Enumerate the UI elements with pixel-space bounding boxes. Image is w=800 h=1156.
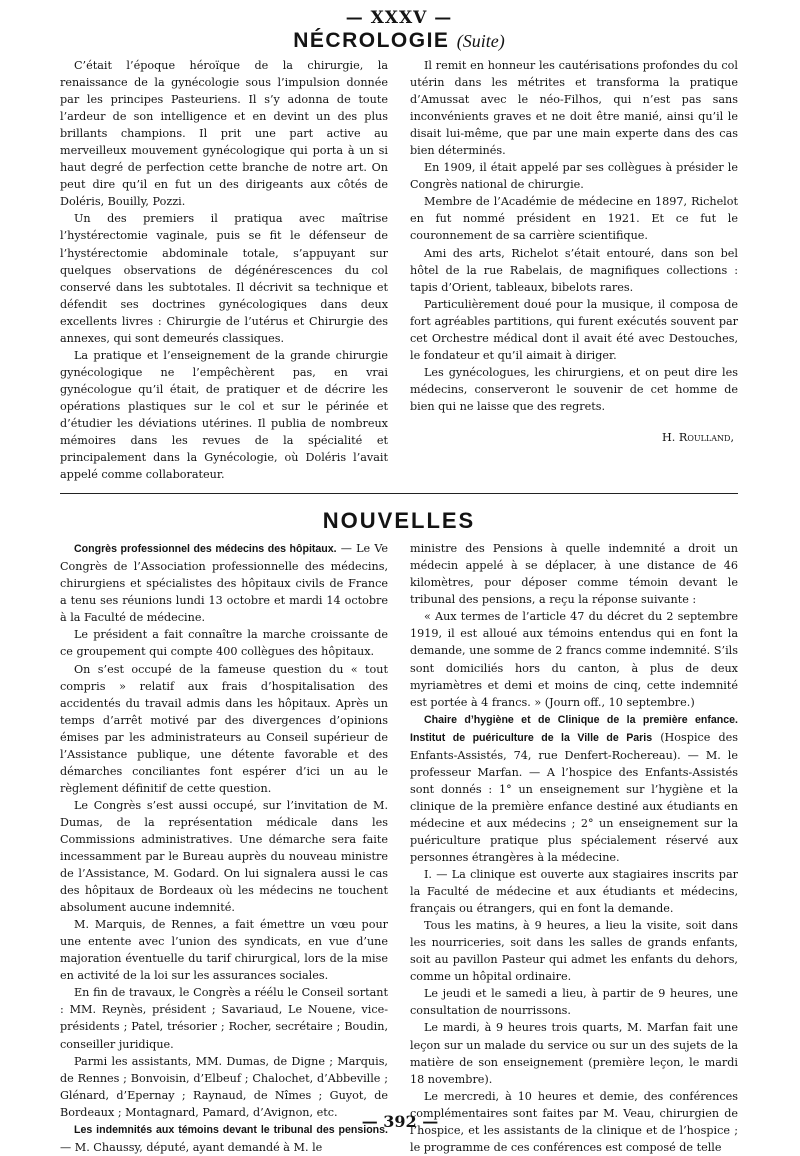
necrologie-title: NÉCROLOGIE <box>293 29 450 52</box>
necrologie-paragraph: Particulièrement doué pour la musique, il composa de fort agréables partitions, qui furent exécutés souvent par cet Orchestre médical dont il avait été avec Destouches, le fondateur et qu’il aimait à diriger. <box>410 297 738 362</box>
news-paragraph: On s’est occupé de la fameuse question du « tout compris » relatif aux frais d’hospitalisation des accidentés du travail admis dans les hôpitaux. Après un temps d’arrêt motivé par des divergences d’opinions émises par les administrateurs au Conseil supérieur de l’Assistance publique, une détente favorable et des démarches conciliantes font espérer d’ici un au le règlement définitif de cette question. <box>60 662 388 795</box>
page-roman-numeral: — XXXV — <box>345 8 453 28</box>
necrologie-paragraph: En 1909, il était appelé par ses collègues à présider le Congrès national de chirurgie. <box>410 161 738 192</box>
news-paragraph: Tous les matins, à 9 heures, a lieu la visite, soit dans les nourriceries, soit dans les salles de grands enfants, soit au pavillon Pasteur qui admet les enfants du dehors, comme un hôpital ordinaire. <box>410 919 738 984</box>
news-paragraph: M. Marquis, de Rennes, a fait émettre un vœu pour une entente avec l’union des syndicats, en vue d’une majoration éventuelle du tarif chirurgical, lors de la mise en activité de la loi sur les assurances sociales. <box>60 918 388 983</box>
news-text: — Le Ve Congrès de l’Association professionnelle des médecins, chirurgiens et spécialistes des hôpitaux civils de France a tenu ses réunions lundi 13 octobre et mardi 14 octobre à la Faculté de médecine. <box>60 542 389 625</box>
section-divider <box>60 493 738 494</box>
necrologie-paragraph: Les gynécologues, les chirurgiens, et on peut dire les médecins, conserveront le souvenir de cet homme de bien qui ne laisse que des regrets. <box>410 365 738 413</box>
necrologie-suffix: (Suite) <box>456 31 505 51</box>
nouvelles-left-column <box>60 540 388 1156</box>
news-paragraph: I. — La clinique est ouverte aux stagiaires inscrits par la Faculté de médecine et aux étudiants et médecins, français ou étrangers, qui en font la demande. <box>410 868 738 916</box>
page-number: — 392 — <box>361 1112 439 1131</box>
news-heading-indemnites: Les indemnités aux témoins devant le tribunal des pensions. <box>74 1123 388 1136</box>
news-heading-chaire: Chaire d’hygiène et de Clinique de la première enfance. Institut de puériculture de la Ville de Paris <box>410 713 738 744</box>
necrologie-paragraph: Il remit en honneur les cautérisations profondes du col utérin dans les métrites et transforma la pratique d’Amussat avec le néo-Filhos, qui n’est pas sans inconvénients graves et ne doit être manié, ainsi qu’il le disait lui-même, que par une main experte dans des cas bien déterminés. <box>410 59 738 158</box>
news-paragraph: Le Congrès s’est aussi occupé, sur l’invitation de M. Dumas, de la représentation médicale dans les Commissions administratives. Une démarche sera faite incessamment par le Bureau auprès du nouveau ministre de l’Assistance, M. Godard. On lui signalera aussi le cas des hôpitaux de Bordeaux où les médecins ne touchent absolument aucune indemnité. <box>60 798 388 915</box>
necrologie-paragraph: Membre de l’Académie de médecine en 1897, Richelot en fut nommé président en 1921. Et ce fut le couronnement de sa carrière scientifique. <box>410 195 738 243</box>
necrologie-paragraph: La pratique et l’enseignement de la grande chirurgie gynécologique ne l’empêchèrent pas, en vrai gynécologue qu’il était, de pratiquer et de décrire les opérations plastiques sur le col et sur le périnée et d’étudier les déviations utérines. Il publia de nombreux mémoires dans les revues de la spécialité et principalement dans la Gynécologie, où Doléris l’avait appelé comme collaborateur. <box>60 348 388 482</box>
news-heading-congres: Congrès professionnel des médecins des hôpitaux. <box>74 543 337 556</box>
news-paragraph: « Aux termes de l’article 47 du décret du 2 septembre 1919, il est alloué aux témoins entendus qui en font la demande, une somme de 2 francs comme indemnité. S’ils sont domiciliés hors du canton, à plus de deux myriamètres et demi et moins de cinq, cette indemnité est portée à 4 francs. » (Journ off., 10 septembre.) <box>410 610 738 709</box>
news-paragraph: Parmi les assistants, MM. Dumas, de Digne ; Marquis, de Rennes ; Bonvoisin, d’Elbeuf ; Chalochet, d’Abbeville ; Glénard, d’Epernay ; Raynaud, de Nîmes ; Guyot, de Bordeaux ; Montagnard, Pamard, d’Avignon, etc. <box>60 1054 388 1119</box>
necrologie-paragraph: Ami des arts, Richelot s’était entouré, dans son bel hôtel de la rue Rabelais, de magnifiques collections : tapis d’Orient, tableaux, bibelots rares. <box>410 246 738 294</box>
news-paragraph <box>410 711 738 866</box>
news-paragraph <box>60 540 388 626</box>
necrologie-heading <box>60 28 738 54</box>
nouvelles-right-column <box>410 540 738 1156</box>
news-paragraph: Le jeudi et le samedi a lieu, à partir de 9 heures, une consultation de nourrissons. <box>410 987 738 1018</box>
necrologie-left-column <box>60 57 388 483</box>
news-paragraph: Le mardi, à 9 heures trois quarts, M. Marfan fait une leçon sur un malade du service ou sur un des sujets de la matière de son enseignement (première leçon, le mardi 18 novembre). <box>410 1021 738 1086</box>
news-paragraph: Le mercredi, à 10 heures et demie, des conférences complémentaires sont faites par M. Veau, chirurgien de l’hospice, et les assistants de la clinique et de l’hospice ; le programme de ces conférences est composé de telle <box>410 1089 738 1154</box>
necrologie-paragraph: C’était l’époque héroïque de la chirurgie, la renaissance de la gynécologie sous l’impulsion donnée par les principes Pasteuriens. Il s’y adonna de toute l’ardeur de son intelligence et en devint un des plus brillants champions. Il prit une part active au merveilleux mouvement gynécologique qui porta à un si haut degré de perfection cette branche de notre art. On peut dire qu’il en fut un des dirigeants aux côtés de Doléris, Bouilly, Pozzi. <box>60 59 388 209</box>
news-text: — M. Chaussy, député, ayant demandé à M. le <box>60 1140 323 1154</box>
necrologie-signature: H. Roulland, <box>662 430 734 444</box>
nouvelles-columns <box>60 540 738 1156</box>
necrologie-paragraph: Un des premiers il pratiqua avec maîtrise l’hystérectomie vaginale, puis se fit le défenseur de l’hystérectomie abdominale totale, s’appuyant sur quelques observations de dégénérescences du col conservé dans les subtotales. Il décrivit sa technique et défendit ses doctrines gynécologiques dans deux excellents livres : Chirurgie de l’utérus et Chirurgie des annexes, qui sont demeurés classiques. <box>60 212 388 345</box>
news-paragraph: ministre des Pensions à quelle indemnité a droit un médecin appelé à se déplacer, à une distance de 46 kilomètres, pour déposer comme témoin devant le tribunal des pensions, a reçu la réponse suivante : <box>410 542 738 607</box>
news-paragraph: Le président a fait connaître la marche croissante de ce groupement qui compte 400 collègues des hôpitaux. <box>60 628 388 659</box>
nouvelles-title: NOUVELLES <box>322 508 476 534</box>
news-paragraph: En fin de travaux, le Congrès a réélu le Conseil sortant : MM. Reynès, président ; Savariaud, Le Nouene, vice-présidents ; Patel, trésorier ; Rocher, secrétaire ; Boudin, conseiller juridique. <box>60 986 388 1051</box>
news-text: (Hospice des Enfants-Assistés, 74, rue Denfert-Rochereau). — M. le professeur Marfan. — A l’hospice des Enfants-Assistés sont donnés : 1° un enseignement sur l’hygiène et la clinique de la première enfance destiné aux étudiants en médecine et aux médecins ; 2° un enseignement sur la puériculture pratique plus spécialement réservé aux personnes étrangères à la médecine. <box>410 730 738 865</box>
necrologie-right-column <box>410 57 738 483</box>
necrologie-columns <box>60 57 738 483</box>
